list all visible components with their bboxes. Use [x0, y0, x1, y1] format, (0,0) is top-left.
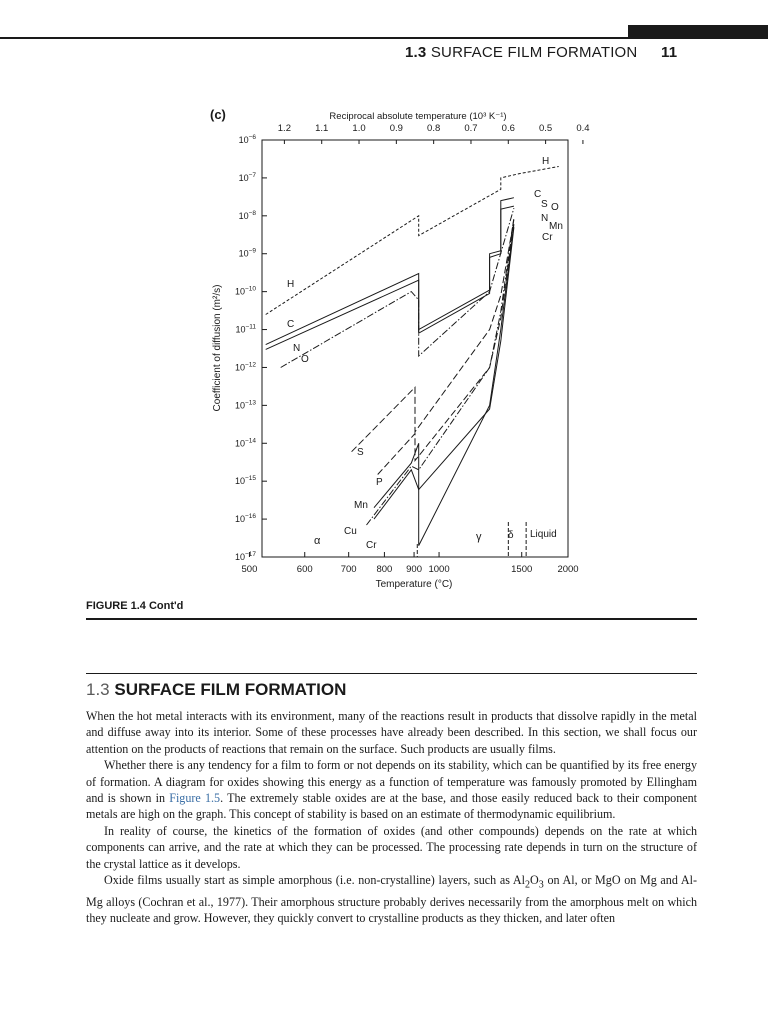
top-tick-label: 0.5 [539, 123, 553, 134]
top-tick-label: 0.7 [464, 123, 478, 134]
figure-1-5-link[interactable]: Figure 1.5 [169, 791, 221, 806]
y-tick-label: $10^{-9}$ [238, 247, 256, 259]
label-O-alpha: O [301, 354, 309, 365]
paragraph-2: Whether there is any tendency for a film to form or not depends on its stability, which can be quantified by its free energy of formation. A diagram for oxides showing this energy as a function of temperature was famously promoted by Ellingham and is shown in Figure 1.5. The extremely stable oxides are at the base, and those easily reduced back to their component metals are high on the graph. This concept of stability is based on an estimate of thermodynamic equilibrium. [86, 758, 698, 822]
label-N-alpha: N [293, 343, 301, 354]
y-tick-label: $10^{-17}$ [234, 551, 256, 562]
series-line-Cr [374, 227, 514, 519]
caption-rule [86, 618, 697, 620]
y-tick-label: $10^{-12}$ [234, 361, 256, 373]
section-title: SURFACE FILM FORMATION [114, 680, 347, 699]
section-rule [86, 673, 697, 674]
top-tick-label: 0.4 [576, 123, 590, 134]
running-head-number: 1.3 [405, 44, 427, 61]
paragraph-3: In reality of course, the kinetics of the formation of oxides (and other compounds) depends on the rate at which components can arrive, and the rate at which they can be processed. The processing rate depends in turn on the structure of the crystal lattice as it develops. [86, 823, 697, 871]
bottom-tick-label: 900 [406, 564, 422, 575]
label-S-alpha: S [357, 447, 364, 458]
bottom-tick-label: 600 [296, 564, 313, 575]
plot-frame [262, 140, 568, 557]
x-axis-title: Temperature (°C) [375, 579, 453, 590]
series-line-N [266, 206, 514, 349]
section-heading [86, 680, 346, 700]
bottom-axis [242, 552, 579, 575]
phase-label-delta: δ [508, 530, 514, 541]
y-tick-label: $10^{-15}$ [234, 475, 256, 487]
label-H-liquid: H [542, 156, 550, 167]
label-P-alpha: P [376, 477, 383, 488]
top-tick-label: 0.9 [389, 123, 403, 134]
label-Cu-alpha: Cu [344, 526, 357, 537]
label-O-liquid: O [551, 202, 559, 213]
paragraph-1: When the hot metal interacts with its environment, many of the reactions result in products that dissolve rapidly in the metal and diffuse away into its interior. Some of these processes have already been described. In this section, we shall focus our attention on the products of reactions that remain on the surface. Such products are usually films. [86, 709, 697, 756]
series-lines [266, 167, 559, 546]
page-number: 11 [661, 44, 678, 61]
top-axis [278, 123, 590, 144]
bottom-tick-label: 2000 [557, 564, 579, 575]
label-S-liquid: S [541, 199, 548, 210]
body-text [86, 708, 697, 927]
bottom-tick-label: 500 [241, 564, 258, 575]
panel-label: (c) [210, 107, 226, 122]
series-line-Mn [374, 224, 514, 545]
y-tick-label: $10^{-11}$ [235, 323, 256, 335]
label-Mn-liquid: Mn [549, 221, 563, 232]
top-axis-title: Reciprocal absolute temperature (10³ K⁻¹) [329, 111, 507, 122]
phase-label-liquid: Liquid [530, 529, 557, 540]
y-tick-label: $10^{-10}$ [234, 285, 256, 297]
label-C-liquid: C [534, 189, 542, 200]
series-line-Cu [367, 218, 514, 525]
label-Mn-alpha: Mn [354, 500, 368, 511]
label-C-alpha: C [287, 319, 295, 330]
label-N-liquid: N [541, 213, 549, 224]
top-tick-label: 0.8 [427, 123, 441, 134]
figure-caption: FIGURE 1.4 Cont'd [86, 600, 184, 612]
y-tick-label: $10^{-8}$ [238, 209, 256, 221]
top-tick-label: 1.2 [277, 123, 291, 134]
label-Cr-liquid: Cr [542, 232, 553, 243]
top-tick-label: 1.1 [315, 123, 329, 134]
running-head-title: SURFACE FILM FORMATION [430, 44, 638, 61]
y-axis-title: Coefficient of diffusion (m²/s) [212, 284, 223, 412]
series-line-C [266, 198, 514, 345]
bottom-tick-label: 1500 [511, 564, 533, 575]
y-tick-label: $10^{-16}$ [234, 513, 256, 525]
label-H-alpha: H [287, 279, 295, 290]
y-tick-label: $10^{-6}$ [238, 134, 256, 145]
bottom-tick-label: 800 [376, 564, 393, 575]
paragraph-4: Oxide films usually start as simple amorphous (i.e. non-crystalline) layers, such as $Al_2O_3$ on Al, or MgO on Mg and Al-Mg alloys (Cochran et al., 1977). Their amorphous structure probably derives necessarily from the amorphous melt on which they nucleate and grow. However, they quickly convert to crystalline products as they thicken, and later often [86, 873, 697, 926]
bottom-tick-label: 1000 [428, 564, 450, 575]
y-tick-label: $10^{-14}$ [234, 437, 256, 449]
phase-label-gamma: γ [476, 531, 482, 543]
section-number: 1.3 [86, 680, 110, 699]
y-tick-label: $10^{-7}$ [238, 171, 256, 183]
phase-label-alpha: α [314, 535, 321, 547]
y-tick-label: $10^{-13}$ [234, 399, 256, 411]
bottom-tick-label: 700 [340, 564, 357, 575]
top-tick-label: 0.6 [501, 123, 515, 134]
top-tick-label: 1.0 [352, 123, 366, 134]
label-Cr-alpha: Cr [366, 540, 377, 551]
